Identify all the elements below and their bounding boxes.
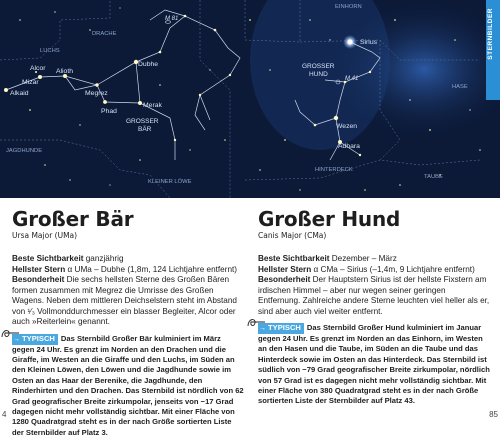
right-visibility: Beste Sichtbarkeit Dezember – März	[258, 254, 490, 265]
right-feature: Besonderheit Der Hauptstern Sirius ist der hellste Fixstern am irdischen Himmel – aber nur wegen seiner geringen Entfernung. Zahlreiche andere Sterne leuchten viel heller als er, sind aber auch viel weiter entfernt.	[258, 275, 490, 317]
label-luchs: LUCHS	[40, 48, 60, 54]
label-grosser-hund-1: GROSSER	[302, 63, 335, 70]
label-hinterdeck: HINTERDECK	[315, 167, 353, 173]
left-feature: Besonderheit Die sechs hellsten Sterne des Großen Bären formen zusammen mit Megrez die Umrisse des Großen Wagens. Neben dem mittleren Deichselstern steht im Abstand von ¹⁄₃ Vollmonddurchmesser ein blasser Begleiter, Alcor oder auch »Reiterlein« genannt.	[12, 275, 244, 328]
star-map-graphic	[0, 0, 500, 198]
arrow-right-icon: →	[13, 335, 20, 345]
label-m41: M 41	[345, 76, 358, 82]
label-grosser-hund-2: HUND	[309, 71, 328, 78]
label-m81: M 81	[165, 16, 178, 22]
label-taube: TAUBE	[424, 174, 443, 180]
label-alcor: Alcor	[30, 65, 46, 72]
arrow-right-icon: →	[259, 324, 266, 334]
left-page-text	[12, 208, 244, 438]
left-page-number: 4	[2, 410, 6, 419]
label-phad: Phad	[101, 108, 117, 115]
left-tip-text: Das Sternbild Großer Bär kulminiert im März gegen 24 Uhr. Es grenzt im Norden an den Drachen und die Giraffe, im Westen an die Giraffe und den Luchs, im Süden an den Kleinen Löwen, den Löwen und die Jagdhunde sowie im Osten an das Haar der Berenike, die Jagdhunde, den Rinderhirten und den Drachen. Das Sternbild ist nördlich von 62 Grad geografischer Breite zirkumpolar, jenseits von −17 Grad dagegen nicht mehr vollständig sichtbar. Mit einer Fläche von 1280 Quadratgrad steht es in der nach Größe sortierten Liste der Sternbilder auf Platz 3.	[12, 334, 244, 437]
label-alkaid: Alkaid	[10, 90, 29, 97]
label-grosser-baer-1: GROSSER	[126, 118, 159, 125]
label-kleiner-loewe: KLEINER LÖWE	[148, 178, 192, 185]
right-brightest: Hellster Stern α CMa – Sirius (–1,4m, 9 Lichtjahre entfernt)	[258, 265, 490, 276]
swirl-icon	[246, 316, 266, 330]
label-sirius: Sirius	[360, 39, 378, 46]
label-grosser-baer-2: BÄR	[138, 125, 152, 133]
label-alioth: Alioth	[56, 68, 73, 75]
right-facts	[258, 254, 490, 317]
label-drache: DRACHE	[92, 31, 117, 37]
star-map	[0, 0, 500, 198]
label-wezen: Wezen	[336, 123, 357, 130]
left-title: Großer Bär	[12, 208, 244, 230]
swirl-icon	[0, 327, 20, 341]
right-latin-name: Canis Major (CMa)	[258, 231, 490, 240]
left-facts	[12, 254, 244, 328]
label-dubhe: Dubhe	[138, 61, 158, 68]
sirius-star	[348, 40, 353, 45]
right-tip-text: Das Sternbild Großer Hund kulminiert im Januar gegen 24 Uhr. Es grenzt im Norden an das Einhorn, im Westen an den Hasen und die Taube, im Süden an die Taube und das Hinterdeck sowie im Osten an das Hinterdeck. Das Sternbild ist südlich von −79 Grad geografischer Breite zirkumpolar, nördlich von 57 Grad ist es dagegen nicht mehr vollständig sichtbar. Mit einer Fläche von 380 Quadratgrad steht es in der nach Größe sortierten Liste der Sternbilder auf Platz 43.	[258, 323, 490, 405]
left-brightest: Hellster Stern α UMa – Dubhe (1,8m, 124 Lichtjahre entfernt)	[12, 265, 244, 276]
label-merak: Merak	[143, 102, 162, 109]
chapter-tab-label: STERNBILDER	[487, 8, 494, 60]
left-visibility: Beste Sichtbarkeit ganzjährig	[12, 254, 244, 265]
right-tip-tag: → TYPISCH	[258, 323, 304, 334]
label-jagdhunde: JAGDHUNDE	[6, 148, 42, 154]
right-title: Großer Hund	[258, 208, 490, 230]
label-megrez: Megrez	[85, 90, 108, 97]
label-einhorn: EINHORN	[335, 4, 362, 10]
label-adhara: Adhara	[338, 143, 360, 150]
right-page-number: 85	[489, 410, 498, 419]
label-mizar: Mizar	[22, 79, 39, 86]
left-tip-tag: → TYPISCH	[12, 334, 58, 345]
right-tip	[258, 323, 490, 407]
left-latin-name: Ursa Major (UMa)	[12, 231, 244, 240]
label-hase: HASE	[452, 84, 468, 90]
chapter-tab[interactable]	[486, 0, 500, 100]
left-tip	[12, 334, 244, 438]
right-page-text	[258, 208, 490, 407]
